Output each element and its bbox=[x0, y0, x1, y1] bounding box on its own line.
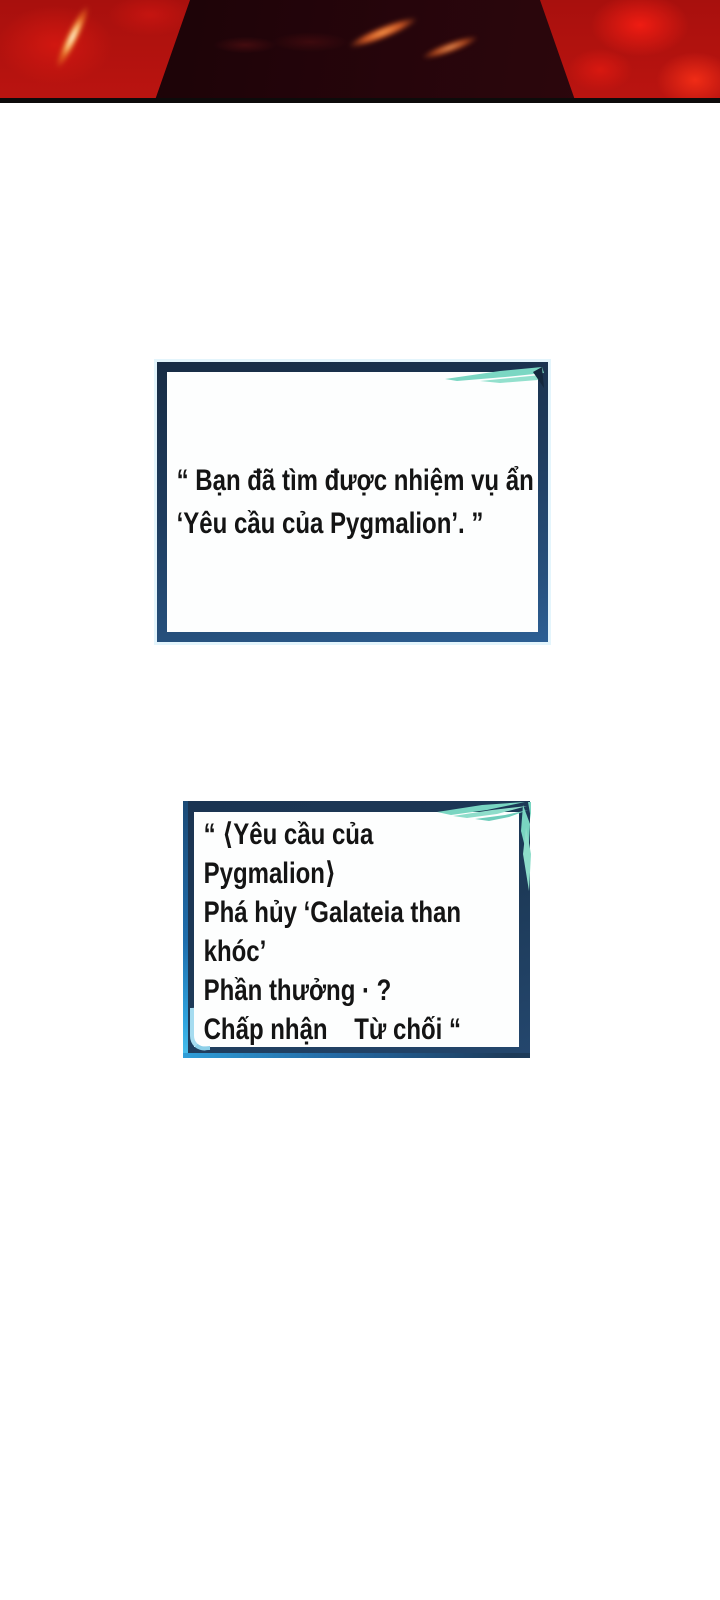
blue-edge-accent bbox=[183, 1053, 530, 1058]
teal-corner-decoration bbox=[445, 364, 545, 390]
teal-corner-decoration bbox=[437, 799, 532, 904]
dialog-line: khóc’ bbox=[203, 935, 267, 968]
light-slash bbox=[51, 3, 93, 72]
quest-dialog-box bbox=[183, 801, 530, 1058]
dialog-line: Chấp nhận Từ chối “ bbox=[203, 1013, 461, 1046]
dialog-line: Phần thưởng · ? bbox=[203, 974, 392, 1007]
dialog-line: “ Bạn đã tìm được nhiệm vụ ẩn bbox=[176, 464, 534, 497]
dialog-line: ‘Yêu cầu của Pygmalion’. ” bbox=[176, 507, 484, 540]
quest-text bbox=[194, 812, 462, 1047]
notice-text bbox=[167, 372, 534, 632]
notice-box-inner bbox=[167, 372, 538, 632]
corner-highlight bbox=[190, 1006, 210, 1052]
dialog-line: Pygmalion⟩ bbox=[203, 857, 336, 890]
dialog-line: “ ⟨Yêu cầu của bbox=[203, 818, 374, 851]
blue-edge-accent bbox=[183, 801, 188, 1058]
dialog-line: Phá hủy ‘Galateia than bbox=[203, 896, 462, 929]
dark-silhouette bbox=[0, 0, 720, 103]
system-notice-box bbox=[157, 362, 548, 642]
artwork-lava-scene bbox=[0, 0, 720, 103]
panel-border-line bbox=[0, 98, 720, 103]
